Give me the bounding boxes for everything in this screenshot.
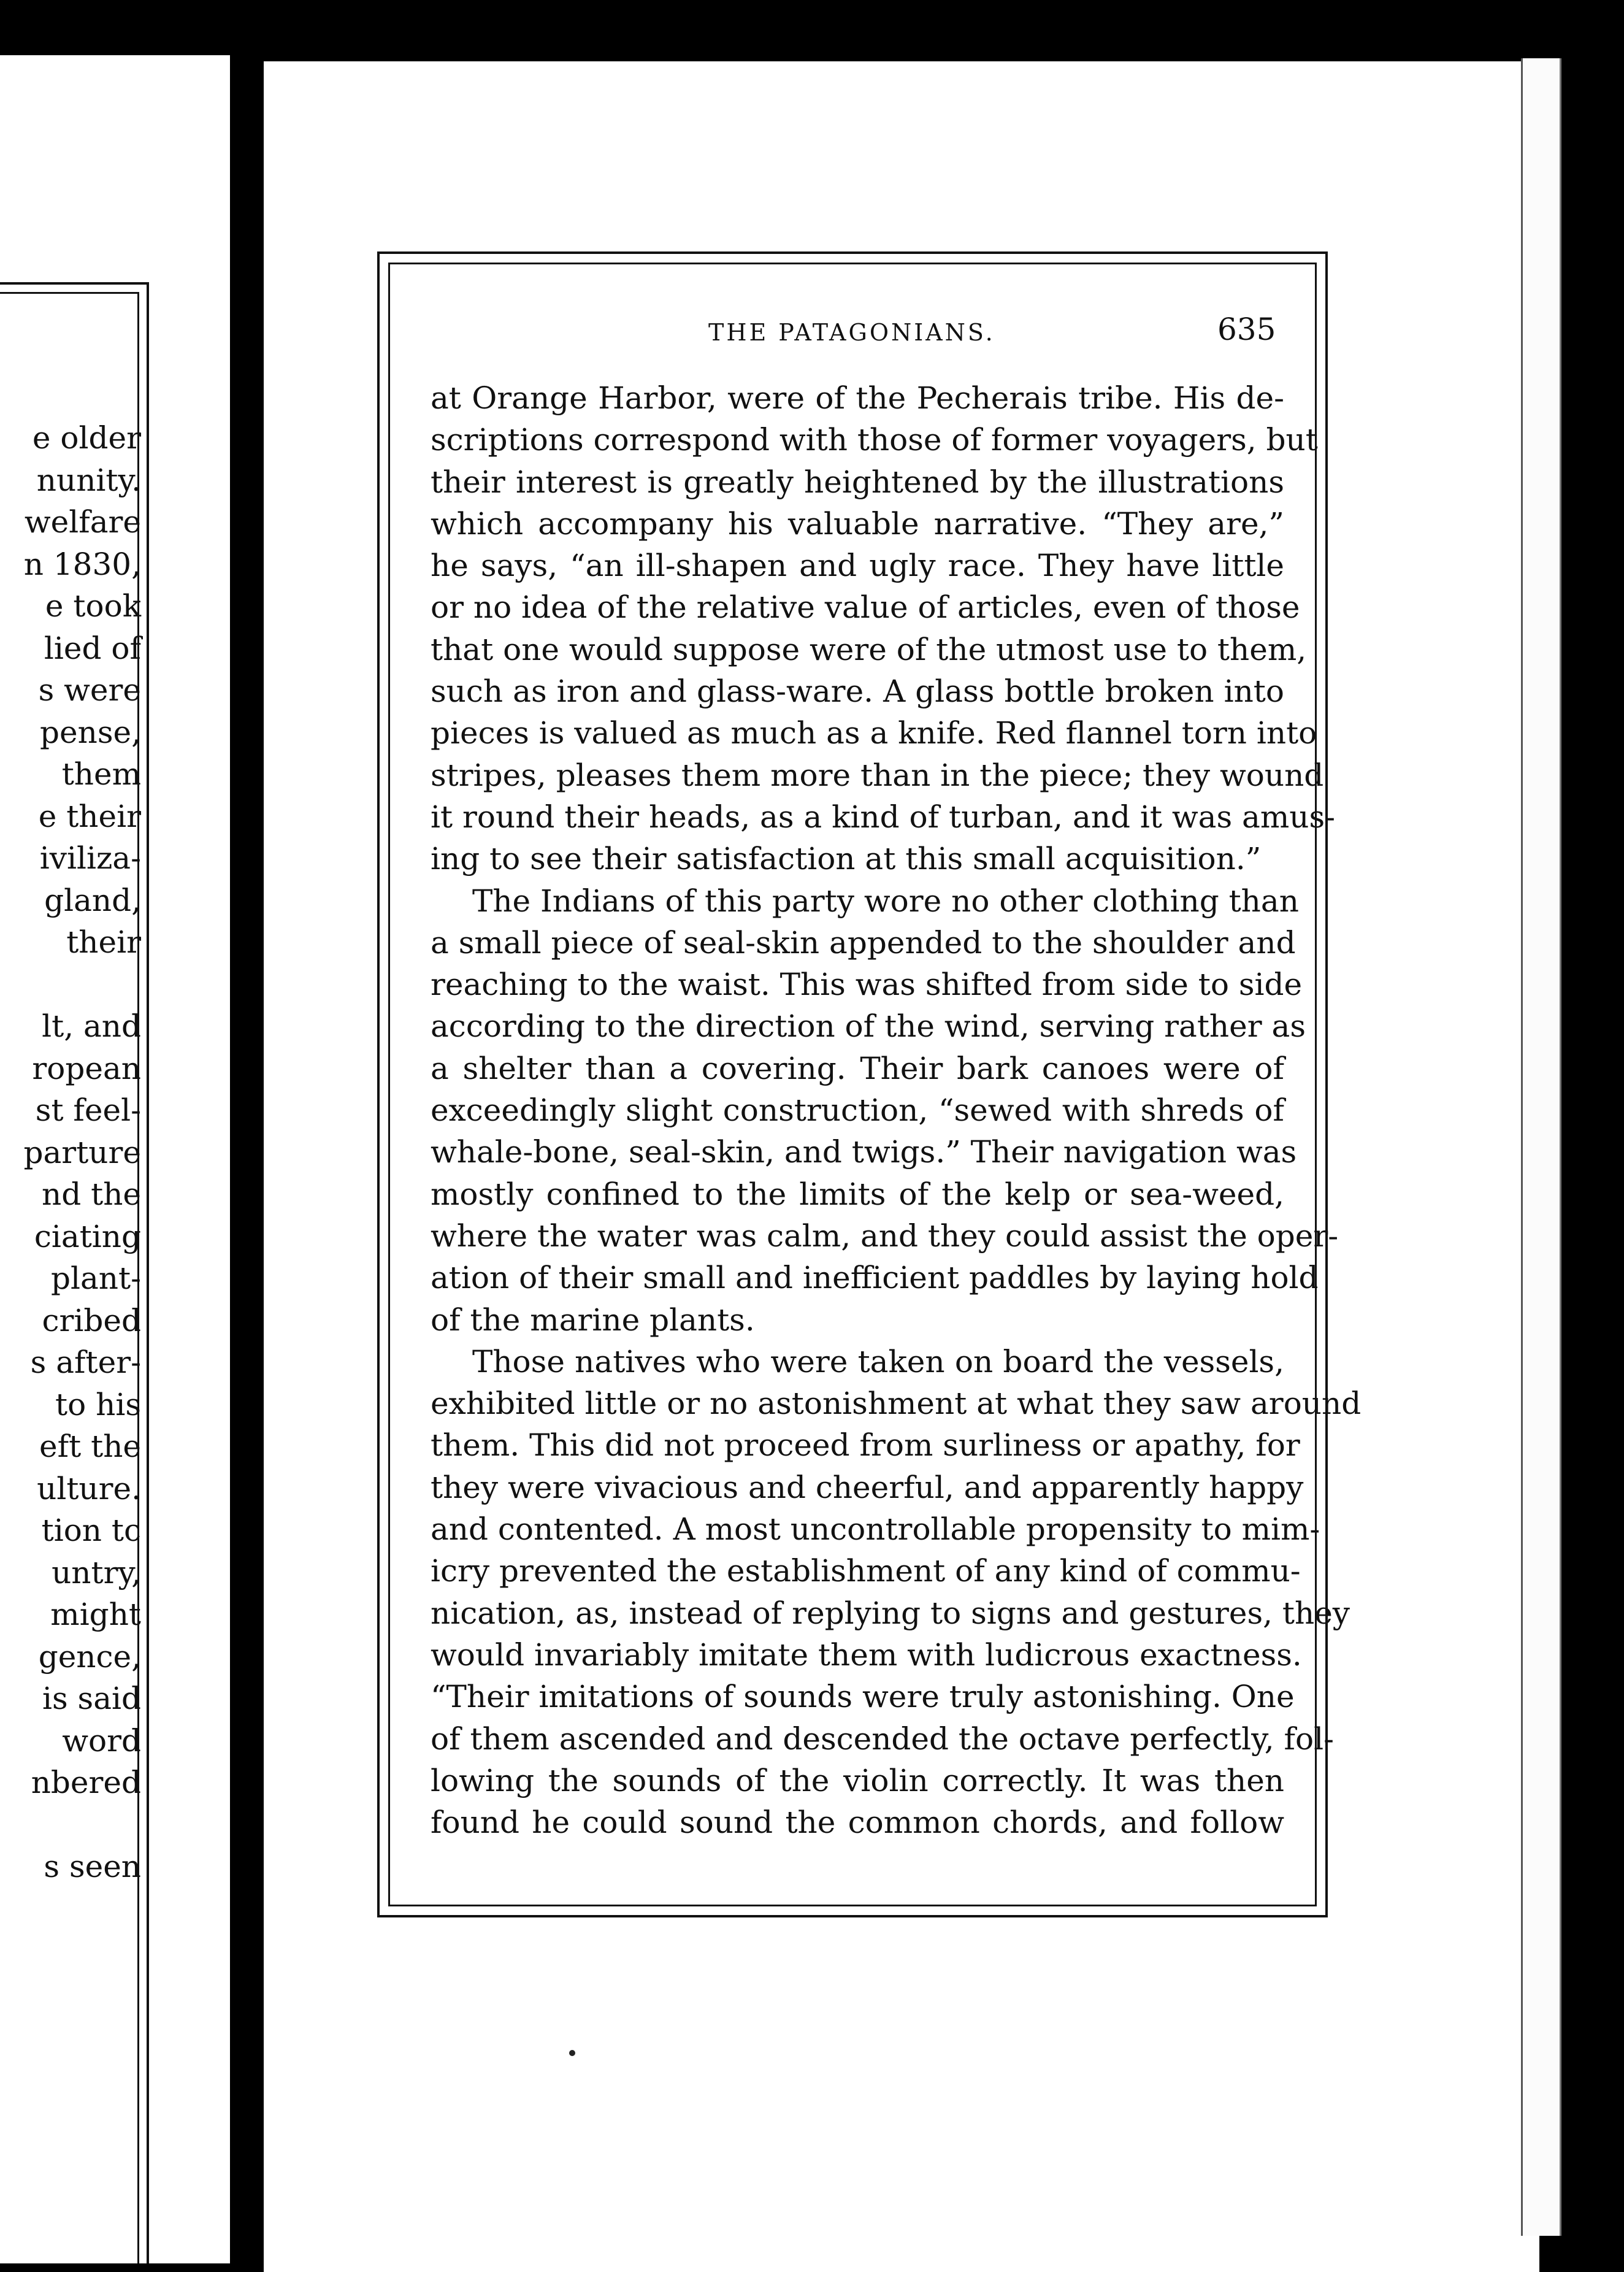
text-line: such as iron and glass-ware. A glass bottle broken into (431, 674, 1284, 710)
facing-page-line: tion tc (41, 1513, 141, 1548)
text-line: lowing the sounds of the violin correctly. It was then (431, 1762, 1284, 1798)
facing-page-line: gland, (44, 882, 141, 918)
text-line: and contented. A most uncontrollable propensity to mim- (431, 1511, 1320, 1548)
text-line: ation of their small and inefficient paddles by laying hold (431, 1260, 1319, 1296)
facing-page-line (18, 1804, 141, 1846)
facing-page-line: plant- (51, 1261, 141, 1296)
text-line: reaching to the waist. This was shifted from side to side (431, 967, 1303, 1003)
text-line: pieces is valued as much as a knife. Red flannel torn into (431, 715, 1317, 751)
text-line: “Their imitations of sounds were truly astonishing. One (431, 1679, 1295, 1715)
facing-page-line: eft the (39, 1429, 141, 1464)
text-line: The Indians of this party wore no other clothing than (472, 883, 1299, 919)
text-line: which accompany his valuable narrative. “They are,” (431, 505, 1284, 542)
text-line: that one would suppose were of the utmost use to them, (431, 631, 1307, 667)
facing-page-line: e took (45, 588, 141, 624)
text-line: of them ascended and descended the octave perfectly, fol- (431, 1721, 1334, 1757)
facing-page-line: might (50, 1597, 141, 1632)
facing-page-line: their (66, 924, 141, 960)
text-line: whale-bone, seal-skin, and twigs.” Their navigation was (431, 1134, 1297, 1170)
text-line: found he could sound the common chords, and follow (431, 1805, 1284, 1841)
facing-page-line: ropean (32, 1050, 141, 1086)
facing-page-line: welfare (24, 504, 141, 540)
text-line: exhibited little or no astonishment at what they saw around (431, 1386, 1362, 1422)
text-line: a shelter than a covering. Their bark canoes were of (431, 1050, 1284, 1086)
text-line: it round their heads, as a kind of turban, and it was amus- (431, 799, 1335, 835)
facing-page-line: them (61, 756, 141, 792)
text-line: their interest is greatly heightened by the illustrations (431, 464, 1284, 500)
facing-page-line: gence, (38, 1638, 141, 1675)
page-number: 635 (1217, 312, 1276, 347)
facing-page-line: ulture. (37, 1470, 141, 1506)
text-line: them. This did not proceed from surliness or apathy, for (431, 1427, 1300, 1464)
facing-page-line: s seen (44, 1849, 141, 1884)
text-line: or no idea of the relative value of articles, even of those (431, 589, 1300, 626)
ink-speck (569, 2050, 575, 2056)
text-line: exceedingly slight construction, “sewed with shreds of (431, 1092, 1284, 1129)
facing-page-line: st feel- (35, 1092, 141, 1128)
text-line: scriptions correspond with those of former voyagers, but (431, 422, 1318, 458)
facing-page-text (18, 417, 141, 1888)
book-gutter (230, 0, 261, 2272)
text-line: Those natives who were taken on board the vessels, (472, 1343, 1284, 1380)
facing-page-line (18, 964, 141, 1006)
facing-page-line: nunity. (36, 462, 141, 498)
text-line: of the marine plants. (431, 1302, 755, 1338)
running-head: THE PATAGONIANS. (708, 319, 995, 346)
facing-page-line: lt, and (42, 1008, 141, 1044)
text-line: nication, as, instead of replying to signs and gestures, they (431, 1595, 1350, 1631)
facing-page-line: s after- (30, 1345, 141, 1380)
facing-page-line: nd the (42, 1176, 141, 1212)
page-edge (1521, 58, 1561, 2236)
facing-page-line: e older (32, 420, 141, 456)
facing-page-line: to his (55, 1386, 141, 1422)
text-line: according to the direction of the wind, serving rather as (431, 1008, 1306, 1045)
text-line: where the water was calm, and they could assist the oper- (431, 1218, 1339, 1254)
facing-page-line: cribed (42, 1302, 141, 1338)
facing-page-line: untry, (52, 1554, 141, 1591)
facing-page-line: nbered (31, 1765, 141, 1800)
text-line: mostly confined to the limits of the kelp or sea-weed, (431, 1176, 1284, 1212)
facing-page-line: is said (42, 1681, 141, 1716)
text-line: a small piece of seal-skin appended to the shoulder and (431, 924, 1296, 961)
facing-page-line: parture (23, 1134, 141, 1170)
facing-page-line: s were (38, 672, 141, 708)
facing-page-line: pense, (40, 714, 141, 750)
text-line: ing to see their satisfaction at this small acquisition.” (431, 841, 1262, 877)
facing-page (0, 55, 233, 2263)
body-text (431, 377, 1362, 1843)
facing-page-line: e their (38, 798, 141, 834)
text-line: icry prevented the establishment of any kind of commu- (431, 1553, 1301, 1589)
facing-page-line: lied of (44, 630, 141, 666)
facing-page-line: n 1830, (23, 546, 141, 582)
text-line: they were vivacious and cheerful, and apparently happy (431, 1469, 1304, 1505)
text-line: he says, “an ill-shapen and ugly race. They have little (431, 548, 1284, 584)
text-line: stripes, pleases them more than in the piece; they wound (431, 757, 1324, 793)
text-line: would invariably imitate them with ludicrous exactness. (431, 1637, 1302, 1673)
text-line: at Orange Harbor, were of the Pecherais tribe. His de- (431, 380, 1284, 416)
facing-page-line: iviliza- (39, 840, 141, 876)
facing-page-line: ciating (34, 1218, 141, 1254)
facing-page-line: word (62, 1722, 141, 1759)
